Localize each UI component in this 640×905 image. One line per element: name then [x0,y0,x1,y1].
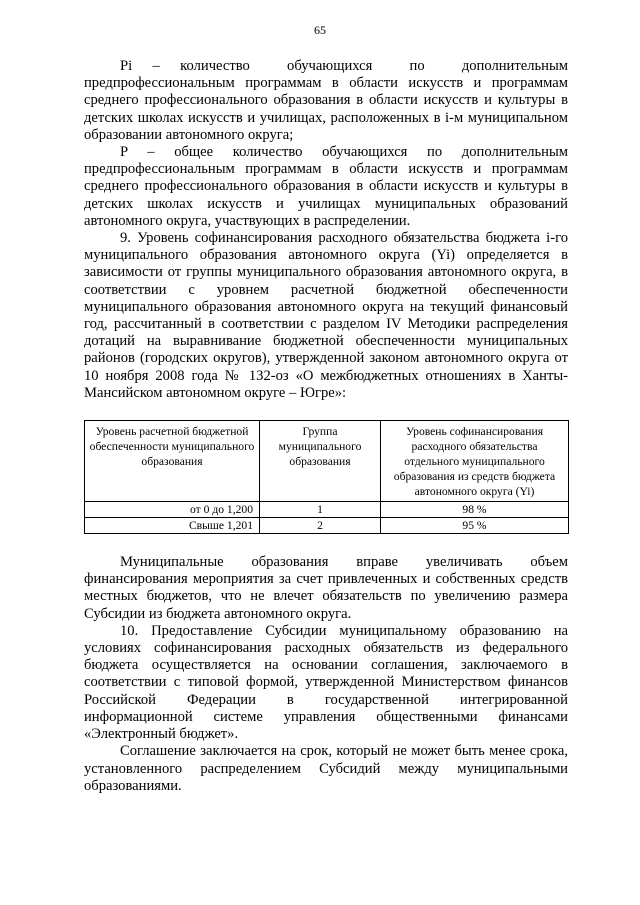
item-9-text: 9. Уровень софинансирования расходного обязательства бюджета i-го муниципального образования автономного округа (Yi) определяется в зависимости от группы муниципального образования автономного округа, в соответствии с уровнем расчетной бюджетной обеспеченности муниципального образования автономного округа на текущий финансовый год, рассчитанный в соответствии с разделом IV Методики распределения дотаций на выравнивание бюджетной обеспеченности муниципальных районов (городских округов), утвержденной законом автономного округа от 10 ноября 2008 года № 132-оз «О межбюджетных отношениях в Ханты-Мансийском автономном округе – Югре»: [84,230,568,401]
pi-dash: – [152,58,160,74]
document-body [84,58,568,795]
p-definition: P – общее количество обучающихся по дополнительным предпрофессиональным программам в области искусств и программам среднего профессионального образования в области искусств и культуры в детских школах искусств и училищах муниципальных образований автономного округа, участвующих в распределении. [84,144,568,229]
cell-budget-level: Свыше 1,201 [85,518,260,534]
page-number: 65 [314,23,326,37]
agreement-term-text: Соглашение заключается на срок, который не может быть менее срока, установленного распределением Субсидий между муниципальными образованиями. [84,743,568,794]
cell-cofinancing-level: 98 % [381,502,569,518]
pi-text: количество обучающихся по дополнительным предпрофессиональным программам в области искусств и программам среднего профессионального образования в области искусств и культуры в детских школах искусств и училищах, расположенных в i-м муниципальном образовании автономного округа; [84,58,568,143]
item-10-text: 10. Предоставление Субсидии муниципальному образованию на условиях софинансирования расходных обязательств из федерального бюджета осуществляется на основании соглашения, заключаемого в соответствии с типовой формой, утвержденной Министерством финансов Российской Федерации в государственной интегрированной информационной системе управления общественными финансами «Электронный бюджет». [84,622,568,743]
municipal-right-text: Муниципальные образования вправе увеличивать объем финансирования мероприятия за счет привлеченных и собственных средств местных бюджетов, что не влечет обязательств по увеличению размера Субсидии из бюджета автономного округа. [84,554,568,622]
pi-term: Pi [120,58,133,74]
cell-group: 2 [260,518,381,534]
header-group: Группа муниципального образования [260,421,381,502]
cofinancing-table-wrapper [84,420,568,534]
table-header-row [85,421,569,502]
cell-group: 1 [260,502,381,518]
header-cofinancing-level: Уровень софинансирования расходного обязательства отдельного муниципального образования из средств бюджета автономного округа (Yi) [381,421,569,502]
header-budget-level: Уровень расчетной бюджетной обеспеченности муниципального образования [85,421,260,502]
cell-budget-level: от 0 до 1,200 [85,502,260,518]
table-row [85,518,569,534]
pi-definition [84,58,568,144]
cofinancing-table [84,420,569,534]
table-row [85,502,569,518]
cell-cofinancing-level: 95 % [381,518,569,534]
